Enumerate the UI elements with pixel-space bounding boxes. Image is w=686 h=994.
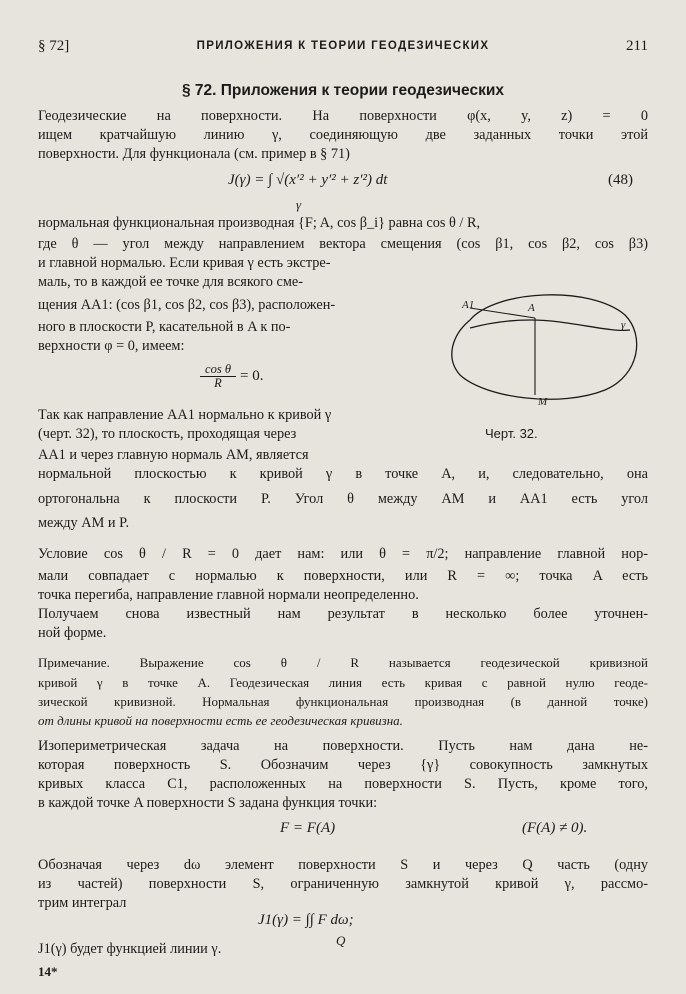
note-line: кривой γ в точке A. Геодезическая линия есть кривая с равной нулю геоде- xyxy=(38,675,648,690)
paragraph-line: щения AA1: (cos β1, cos β2, cos β3), расположен- xyxy=(38,297,336,313)
paragraph-line: Обозначая через dω элемент поверхности S и через Q часть (одну xyxy=(38,857,648,873)
paragraph-line: AA1 и через главную нормаль AM, является xyxy=(38,447,309,463)
paragraph-line: трим интеграл xyxy=(38,895,127,911)
paragraph-line: маль, то в каждой ее точке для всякого сме- xyxy=(38,274,303,290)
paragraph-line: ищем кратчайшую линию γ, соединяющую две заданных точки этой xyxy=(38,127,648,143)
paragraph-line: верхности φ = 0, имеем: xyxy=(38,338,185,354)
equation-f: F = F(A) xyxy=(280,820,336,836)
label-a: A xyxy=(528,302,535,314)
equation-f-condition: (F(A) ≠ 0). xyxy=(522,820,588,836)
paragraph-line: Изопериметрическая задача на поверхности. Пусть нам дана не- xyxy=(38,738,648,754)
paragraph-line: кривых класса C1, расположенных на поверхности S. Пусть, кроме того, xyxy=(38,776,648,792)
header-title: ПРИЛОЖЕНИЯ К ТЕОРИИ ГЕОДЕЗИЧЕСКИХ xyxy=(196,40,490,52)
equation-48: J(γ) = ∫ √(x′² + y′² + z′²) dt xyxy=(228,172,388,188)
paragraph-line: и главной нормалью. Если кривая γ есть экстре- xyxy=(38,255,331,271)
note-line: от длины кривой на поверхности есть ее геодезическая кривизна. xyxy=(38,713,403,728)
paragraph-line: между AM и P. xyxy=(38,515,130,531)
paragraph-line: ной форме. xyxy=(38,625,107,641)
equation-number: (48) xyxy=(608,172,633,188)
paragraph-line: Так как направление AA1 нормально к кривой γ xyxy=(38,407,332,423)
label-a1: A1 xyxy=(462,299,475,311)
note-line: Примечание. Выражение cos θ / R называется геодезической кривизной xyxy=(38,655,648,670)
paragraph-line: точка перегиба, направление главной нормали неопределенно. xyxy=(38,587,419,603)
fraction-denominator: R xyxy=(200,376,236,390)
fraction-numerator: cos θ xyxy=(205,362,231,376)
figure-caption: Черт. 32. xyxy=(485,426,538,441)
paragraph-line: в каждой точке A поверхности S задана функция точки: xyxy=(38,795,378,811)
note-line: зической кривизной. Нормальная функциональная производная (в данной точке) xyxy=(38,694,648,709)
equation-j1: J1(γ) = ∫∫ F dω; xyxy=(258,912,354,928)
label-m: M xyxy=(538,396,548,408)
integral-region: Q xyxy=(336,933,346,948)
paragraph-line: где θ — угол между направлением вектора смещения (cos β1, cos β2, cos β3) xyxy=(38,236,648,252)
equation-rhs: = 0. xyxy=(240,368,264,384)
paragraph-line: нормальной плоскостью к кривой γ в точке A, и, следовательно, она xyxy=(38,466,648,482)
paragraph-line: поверхности. Для функционала (см. пример в § 71) xyxy=(38,146,350,162)
header-section-ref: § 72] xyxy=(38,38,70,54)
paragraph-line: мали совпадает с нормалью к поверхности, или R = ∞; точка A есть xyxy=(38,568,648,584)
paragraph-line: Получаем снова известный нам результат в несколько более уточнен- xyxy=(38,606,648,622)
integral-limit: γ xyxy=(296,197,302,212)
paragraph-line: которая поверхность S. Обозначим через {γ} совокупность замкнутых xyxy=(38,757,648,773)
signature-mark: 14* xyxy=(38,964,58,979)
paragraph-line: нормальная функциональная производная {F; A, cos β_i} равна cos θ / R, xyxy=(38,215,481,231)
paragraph-line: ного в плоскости P, касательной в A к по- xyxy=(38,319,291,335)
section-title: § 72. Приложения к теории геодезических xyxy=(181,82,505,99)
paragraph-line: ортогональна к плоскости P. Угол θ между AM и AA1 есть угол xyxy=(38,491,648,507)
label-gamma: γ xyxy=(621,319,626,331)
paragraph-line: из частей) поверхности S, ограниченную замкнутой кривой γ, рассмо- xyxy=(38,876,648,892)
paragraph-line: Геодезические на поверхности. На поверхности φ(x, y, z) = 0 xyxy=(38,108,648,124)
paragraph-line: J1(γ) будет функцией линии γ. xyxy=(38,941,222,957)
page-number: 211 xyxy=(626,38,648,54)
fraction xyxy=(200,363,236,390)
paragraph-line: Условие cos θ / R = 0 дает нам: или θ = π/2; направление главной нор- xyxy=(38,546,648,562)
figure-32-diagram xyxy=(440,280,650,410)
paragraph-line: (черт. 32), то плоскость, проходящая через xyxy=(38,426,297,442)
